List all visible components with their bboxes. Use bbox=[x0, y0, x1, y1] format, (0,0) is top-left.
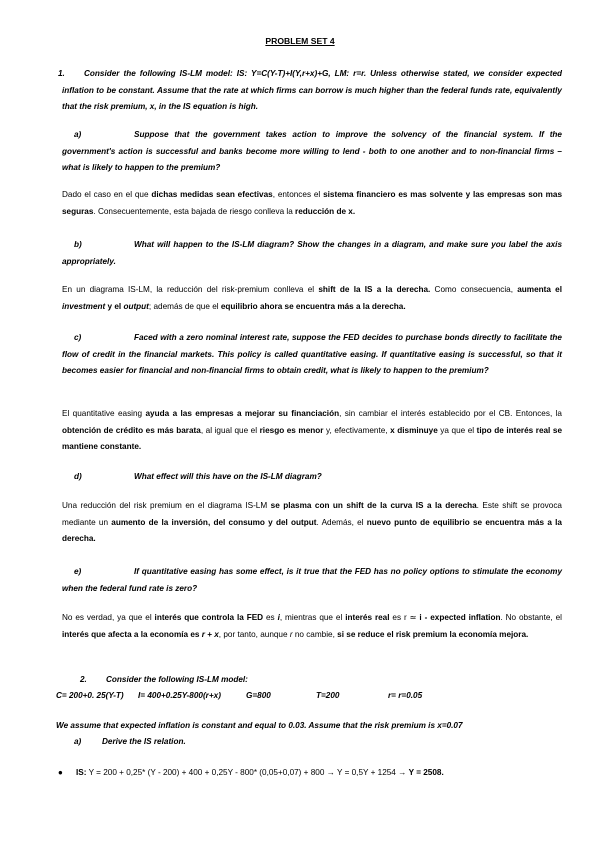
bullet-icon: ● bbox=[58, 768, 63, 777]
bullet-text: Y = 200 + 0,25* (Y - 200) + 400 + 0,25Y - 800* (0,05+0,07) + 800 → Y = 0,5Y + 1254 → bbox=[86, 768, 409, 777]
answer-segment: si se reduce el risk premium la economía mejora. bbox=[337, 629, 529, 639]
part-label: c) bbox=[74, 333, 82, 342]
answer-segment: , al igual que el bbox=[200, 425, 260, 435]
part-label: b) bbox=[74, 240, 82, 249]
answer-segment: sistema financiero es mas solvente y las empresas son mas seguras bbox=[62, 190, 563, 216]
page-title: PROBLEM SET 4 bbox=[265, 36, 335, 46]
answer-c bbox=[62, 406, 562, 456]
answer-segment: se plasma con un shift de la curva IS a la derecha bbox=[270, 501, 477, 510]
answer-segment: equilibrio ahora se encuentra más a la derecha. bbox=[220, 301, 406, 311]
part-label: a) bbox=[74, 130, 82, 139]
answer-segment: shift de la IS a la derecha. bbox=[318, 285, 431, 294]
equation-investment: I= 400+0.25Y-800(r+x) bbox=[138, 691, 221, 700]
equation-taxes: T=200 bbox=[316, 691, 340, 700]
question-1d bbox=[62, 469, 562, 486]
is-derivation bbox=[58, 765, 578, 782]
part-label: e) bbox=[74, 567, 82, 576]
answer-segment: . Además, el bbox=[316, 517, 367, 527]
answer-segment: , sin cambiar el interés establecido por el CB. Entonces, la bbox=[339, 409, 562, 418]
answer-segment: y, efectivamente, bbox=[323, 425, 391, 435]
question-2 bbox=[62, 672, 562, 689]
answer-segment: ayuda a las empresas a mejorar su financiación bbox=[145, 409, 340, 418]
answer-segment: output bbox=[123, 301, 149, 311]
question-number: 2. bbox=[80, 675, 87, 684]
question-2a bbox=[62, 734, 562, 751]
answer-segment: reducción de x. bbox=[295, 206, 356, 216]
question-text: Consider the following IS-LM model: IS: Y=C(Y-T)+I(Y,r+x)+G, LM: r=r. Unless otherwise stated, we consider expected inflation to be constant. Assume that the rate at which firms can borrow is much higher than the federal funds rate, equivalently that the risk premium, x, in the IS equation is high. bbox=[62, 69, 562, 111]
part-question: Faced with a zero nominal interest rate, suppose the FED decides to purchase bonds directly to facilitate the flow of credit in the financial markets. This policy is called quantitative easing. If quantitative easing is successful, so that it becomes easier for financial and non-financial firms to obtain credit, what is likely to happen to the premium? bbox=[62, 333, 562, 375]
equation-consumption: C= 200+0. 25(Y-T) bbox=[56, 691, 124, 700]
answer-segment: no cambie, bbox=[292, 629, 338, 639]
answer-segment: tipo de interés real se mantiene constante. bbox=[62, 425, 562, 451]
answer-segment: interés que afecta a la economía es bbox=[62, 629, 202, 639]
answer-segment: i bbox=[277, 613, 280, 622]
answer-segment: riesgo es menor bbox=[259, 425, 324, 435]
answer-segment: i - expected inflation bbox=[419, 613, 501, 622]
answer-segment: y el bbox=[105, 301, 124, 311]
answer-segment: aumento de la inversión, del consumo y del output bbox=[111, 517, 317, 527]
answer-segment: es bbox=[263, 613, 278, 622]
model-equations bbox=[56, 688, 562, 705]
answer-segment: aumenta el bbox=[517, 285, 562, 294]
assumption: We assume that expected inflation is constant and equal to 0.03. Assume that the risk premium is x=0.07 bbox=[56, 721, 463, 730]
answer-segment: nuevo punto de equilibrio se encuentra más a la derecha. bbox=[62, 517, 562, 543]
part-question: If quantitative easing has some effect, is it true that the FED has no policy options to stimulate the economy when the federal fund rate is zero? bbox=[62, 567, 562, 593]
answer-segment: No es verdad, ya que el bbox=[62, 613, 155, 622]
answer-segment: ; además de que el bbox=[148, 301, 221, 311]
answer-segment: investment bbox=[62, 301, 106, 311]
part-question: Suppose that the government takes action to improve the solvency of the financial system. If the government's action is successful and banks become more willing to lend - both to one another and to non-financial firms – what is likely to happen to the premium? bbox=[62, 130, 562, 172]
answer-e bbox=[62, 610, 562, 643]
answer-segment: dichas medidas sean efectivas bbox=[151, 190, 273, 199]
question-1a bbox=[62, 127, 562, 177]
question-1b bbox=[62, 237, 562, 270]
bullet-result: Y = 2508. bbox=[408, 768, 444, 777]
part-question: What will happen to the IS-LM diagram? Show the changes in a diagram, and make sure you label the axis appropriately. bbox=[62, 240, 562, 266]
question-text: Consider the following IS-LM model: bbox=[106, 675, 248, 684]
answer-segment: El quantitative easing bbox=[62, 409, 146, 418]
answer-segment: r bbox=[289, 629, 293, 639]
answer-segment: , mientras que el bbox=[279, 613, 346, 622]
question-number: 1. bbox=[58, 69, 65, 78]
part-question: What effect will this have on the IS-LM diagram? bbox=[134, 472, 322, 481]
answer-a bbox=[62, 187, 562, 220]
question-1c bbox=[62, 330, 562, 380]
question-1 bbox=[58, 66, 562, 116]
answer-segment: x disminuye bbox=[390, 425, 438, 435]
answer-segment: es r ≃ bbox=[389, 613, 420, 622]
answer-segment: obtención de crédito es más barata bbox=[62, 425, 201, 435]
answer-segment: ya que el bbox=[437, 425, 477, 435]
answer-segment: , entonces el bbox=[272, 190, 324, 199]
bullet-label: IS: bbox=[76, 768, 87, 777]
answer-segment: interés que controla la FED bbox=[154, 613, 264, 622]
equation-government: G=800 bbox=[246, 691, 271, 700]
answer-segment: r + x bbox=[201, 629, 219, 639]
answer-segment: En un diagrama IS-LM, la reducción del risk-premium conlleva el bbox=[62, 285, 319, 294]
answer-d bbox=[62, 498, 562, 548]
answer-segment: Como consecuencia, bbox=[430, 285, 518, 294]
part-question: Derive the IS relation. bbox=[102, 737, 186, 746]
equation-rate: r= r=0.05 bbox=[388, 691, 423, 700]
answer-segment: , por tanto, aunque bbox=[218, 629, 290, 639]
part-label: d) bbox=[74, 472, 82, 481]
answer-segment: . Consecuentemente, esta bajada de riesgo conlleva la bbox=[93, 206, 296, 216]
answer-segment: Dado el caso en el que bbox=[62, 190, 152, 199]
answer-segment: . No obstante, el bbox=[500, 613, 562, 622]
question-1e bbox=[62, 564, 562, 597]
answer-segment: . Este shift se provoca mediante un bbox=[62, 501, 562, 527]
part-label: a) bbox=[74, 737, 82, 746]
answer-segment: interés real bbox=[345, 613, 390, 622]
answer-segment: Una reducción del risk premium en el diagrama IS-LM bbox=[62, 501, 271, 510]
answer-b bbox=[62, 282, 562, 315]
